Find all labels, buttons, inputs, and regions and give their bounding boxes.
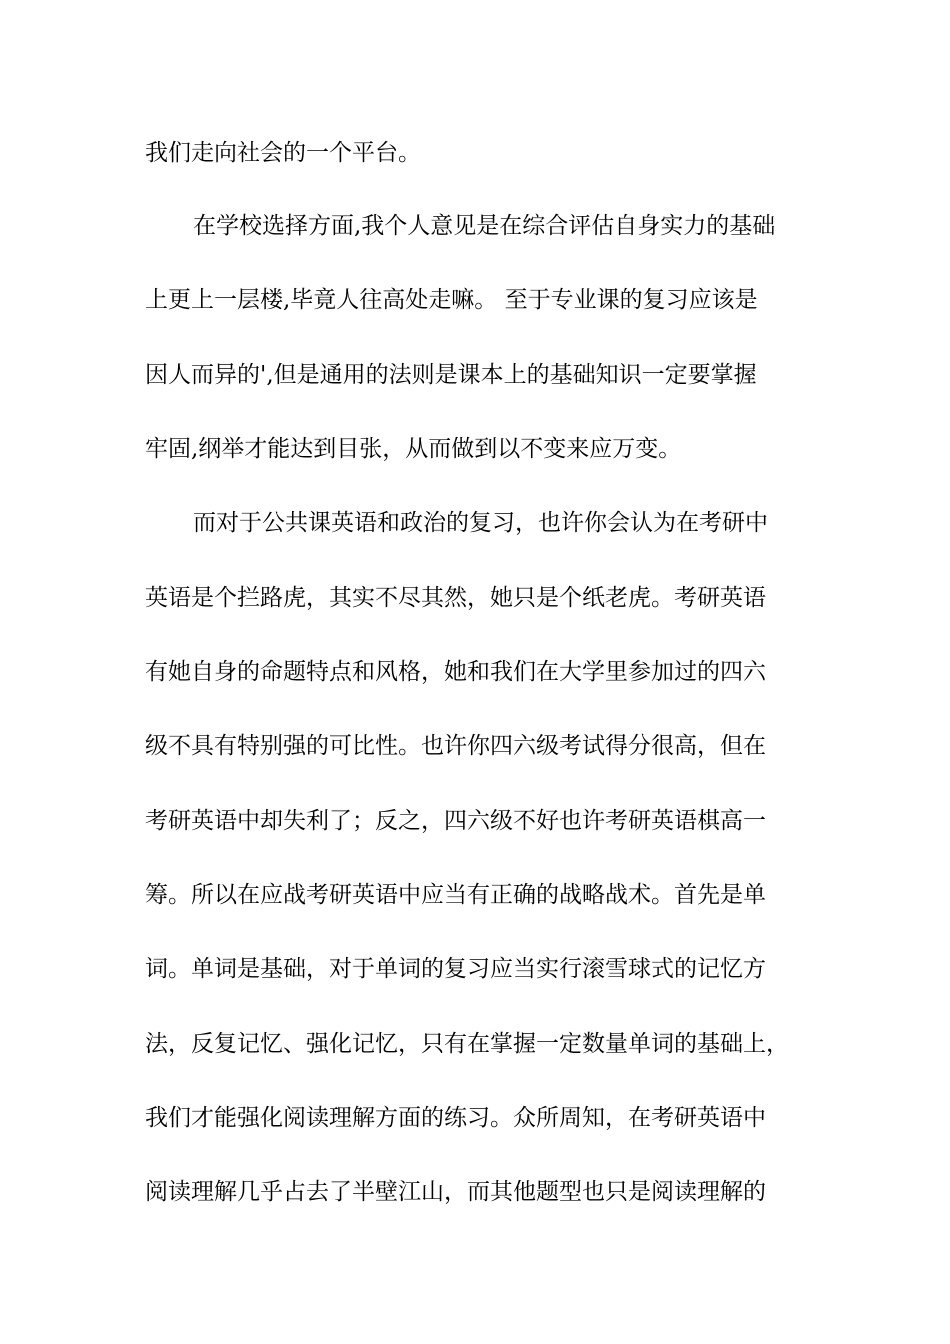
text-line: 英语是个拦路虎，其实不尽其然，她只是个纸老虎。考研英语 — [145, 585, 766, 611]
text-line: 有她自身的命题特点和风格，她和我们在大学里参加过的四六 — [145, 659, 766, 685]
text-line: 我们走向社会的一个平台。 — [145, 140, 421, 166]
text-line: 考研英语中却失利了；反之，四六级不好也许考研英语棋高一 — [145, 808, 766, 834]
text-line: 在学校选择方面,我个人意见是在综合评估自身实力的基础 — [193, 213, 776, 239]
text-line: 因人而异的',但是通用的法则是课本上的基础知识一定要掌握 — [145, 362, 757, 388]
text-line: 筹。所以在应战考研英语中应当有正确的战略战术。首先是单 — [145, 882, 766, 908]
text-line: 我们才能强化阅读理解方面的练习。众所周知，在考研英语中 — [145, 1105, 766, 1131]
text-line: 阅读理解几乎占去了半壁江山，而其他题型也只是阅读理解的 — [145, 1179, 766, 1205]
text-line: 级不具有特别强的可比性。也许你四六级考试得分很高，但在 — [145, 733, 766, 759]
text-line: 而对于公共课英语和政治的复习，也许你会认为在考研中 — [193, 510, 768, 536]
text-line: 牢固,纲举才能达到目张，从而做到以不变来应万变。 — [145, 436, 682, 462]
text-line: 上更上一层楼,毕竟人往高处走嘛。 至于专业课的复习应该是 — [145, 287, 758, 313]
text-line: 词。单词是基础，对于单词的复习应当实行滚雪球式的记忆方 — [145, 956, 766, 982]
text-line: 法，反复记忆、强化记忆，只有在掌握一定数量单词的基础上， — [145, 1031, 789, 1057]
